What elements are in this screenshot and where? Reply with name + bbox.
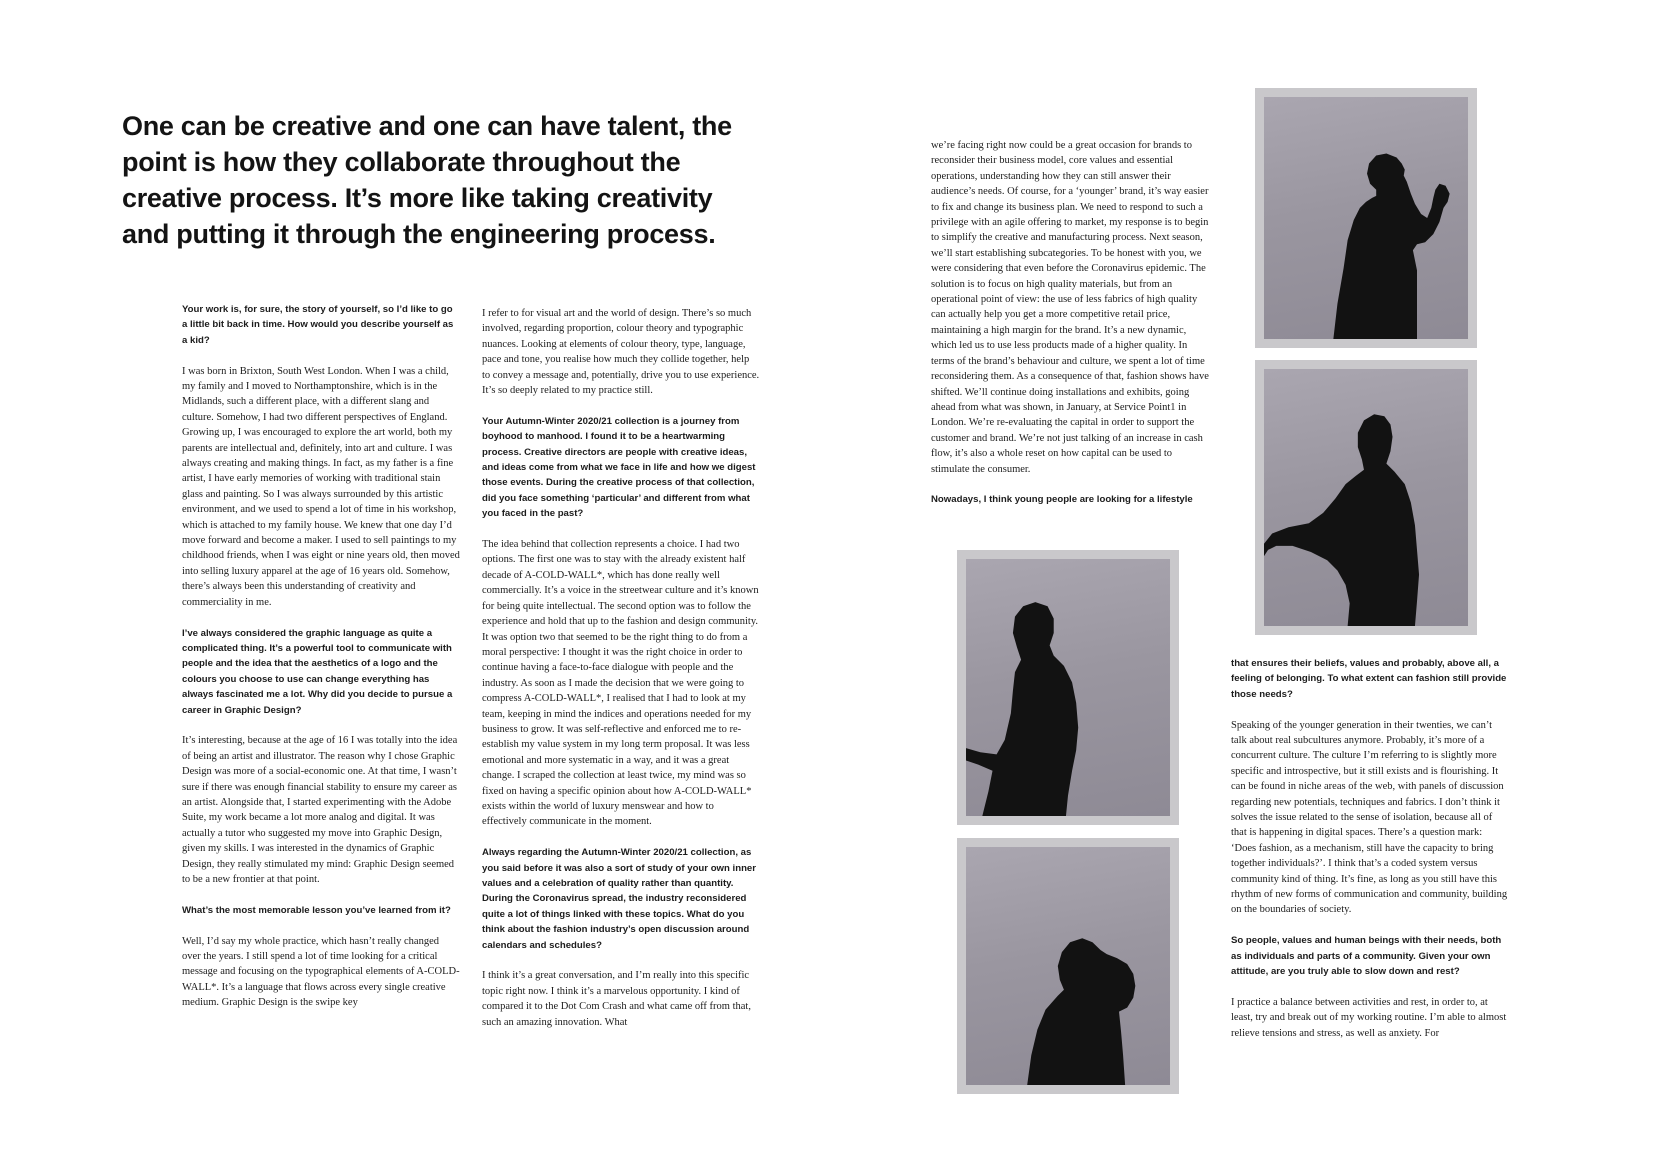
interview-question: So people, values and human beings with their needs, both as individuals and parts of a community. Given your own attitude, are you truly able to slow down and rest?: [1231, 935, 1502, 978]
interview-question: Your work is, for sure, the story of yourself, so I’d like to go a little bit back in time. How would you describe yourself as a kid?: [182, 304, 454, 346]
interview-answer: Well, I’d say my whole practice, which hasn’t really changed over the years. I still spend a lot of time looking for a critical message and focusing on the typographical elements of A-COLD-WALL*. It’s a language that flows across every single creative medium. Graphic Design is the swipe key: [182, 935, 460, 1009]
interview-answer: Speaking of the younger generation in their twenties, we can’t talk about real subcultures anymore. Probably, it’s more of a concurrent culture. The culture I’m referring to is slightly more specific and introspective, but it still exists and is flourishing. It can be found in niche areas of the web, with panels of discussion regarding new potentials, techniques and fabrics. I don’t think it solves the issue related to the sense of isolation, because all of that is happening in digital spaces. There’s a question mark: ‘Does fashion, as a mechanism, still have the capacity to bring together individuals?’. I think that’s a coded system versus community kind of thing. It’s fine, as long as you still have this rhythm of new forms of communication and community, building on the boundaries of society.: [1231, 719, 1508, 916]
interview-question: Your Autumn-Winter 2020/21 collection is a journey from boyhood to manhood. I found it to be a heartwarming process. Creative directors are people with creative ideas, and ideas come from what we face in life and how we digest those events. During the creative process of that collection, did you face something ‘particular’ and different from what you faced in the past?: [482, 415, 756, 520]
interview-question: I’ve always considered the graphic language as quite a complicated thing. It’s a powerful tool to communicate with people and the idea that the aesthetics of a logo and the colours you choose to use can change everything has always fascinated me a lot. Why did you decide to pursue a career in Graphic Design?: [182, 627, 453, 716]
photo-silhouette-arm-outstretched: [1255, 360, 1477, 635]
text-column-4: [1231, 656, 1509, 1041]
photo-silhouette-profile: [957, 550, 1179, 825]
interview-answer: we’re facing right now could be a great occasion for brands to reconsider their business model, core values and essential operations, understanding how they can still answer their audience’s needs. Of course, for a ‘younger’ brand, it’s way easier to fix and change its business plan. We need to respond to such a privilege with an agile offering to market, my response is to begin to simplify the creative and manufacturing process. Next season, we’ll start establishing subcategories. To be honest with you, we were considering that even before the Coronavirus epidemic. The solution is to focus on high quality materials, but from an operational point of view: the use of less fabrics of high quality can actually help you get a more competitive retail price, maintaining a high margin for the brand. It’s a new dynamic, which led us to use less products made of a higher quality. In terms of the brand’s behaviour and culture, we spent a lot of time reconsidering them. As a consequence of that, fashion shows have shifted. We’ll continue doing installations and exhibits, going ahead from what was shown, in January, at Service Point1 in London. We’re re-evaluating the capital in order to support the customer and brand. We’re not just talking of an increase in cash flow, it’s also a whole reset on how capital can be used to stimulate the consumer.: [931, 140, 1209, 475]
interview-answer: I think it’s a great conversation, and I’m really into this specific topic right now. I think it’s a marvelous opportunity. I kind of compared it to the Dot Com Crash and what came off from that, such an amazing innovation. What: [482, 970, 751, 1028]
interview-answer: I was born in Brixton, South West London. When I was a child, my family and I moved to Northamptonshire, which is in the Midlands, such a different place, with a different slang and culture. Somehow, I had two different perspectives of England. Growing up, I was encouraged to explore the art world, both my parents are intellectual and, definitely, into art and culture. I was always creating and making things. In fact, as my father is a fine artist, I have early memories of working with traditional stain glass and painting. So I was always surrounded by this artistic environment, and we used to spend a lot of time in his workshop, which is attached to my family house. We knew that one day I’d move forward and become a maker. I used to sell paintings to my childhood friends, when I was eight or nine years old, then moved into selling luxury apparel at the age of 16 years old. Somehow, there’s always been this understanding of creativity and commerciality in me.: [182, 365, 460, 608]
interview-question: What’s the most memorable lesson you’ve learned from it?: [182, 904, 451, 916]
interview-answer: I practice a balance between activities and rest, in order to, at least, try and break out of my working routine. I’m able to almost relieve tensions and stress, as well as anxiety. For: [1231, 996, 1507, 1039]
photo-silhouette-hand-to-face: [1255, 88, 1477, 348]
text-column-2: [482, 306, 760, 1030]
photo-silhouette-head-bowed: [957, 838, 1179, 1094]
interview-answer: I refer to for visual art and the world of design. There’s so much involved, regarding proportion, colour theory and typographic nuances. Looking at elements of colour theory, type, language, pace and tone, you realise how much they collide together, help to convey a message and, potentially, drive you to use experience. It’s so deeply related to my practice still.: [482, 308, 760, 397]
interview-answer: It’s interesting, because at the age of 16 I was totally into the idea of being an artist and illustrator. The reason why I chose Graphic Design was more of a social-economic one. At that time, I wasn’t sure if there was enough financial stability to ensure my career as an artist. Alongside that, I started experimenting with the Adobe Suite, my work became a lot more analog and digital. It was actually a tutor who suggested my move into Graphic Design, given my skills. I was interested in the dynamics of Graphic Design, they really stimulated my mind: Graphic Design seemed to be a new frontier at that point.: [182, 735, 458, 885]
text-column-3: [931, 138, 1211, 508]
interview-answer: The idea behind that collection represents a choice. I had two options. The first one was to stay with the already existent half decade of A-COLD-WALL*, which has done really well commercially. It’s a voice in the streetwear culture and it’s known for being quite intellectual. The second option was to follow the experience and hold that up to the fashion and design community. It was option two that seemed to be the right thing to do from a moral perspective: I thought it was the right choice in order to continue having a face-to-face dialogue with people and the industry. As soon as I made the decision that we were going to compress A-COLD-WALL*, I realised that I had to look at my team, keeping in mind the indices and operations needed for my business to grow. It was self-reflective and enforced me to re-establish my value system in my long term proposal. It was less emotional and more systematic in a way, and it was a great change. I scraped the collection at least twice, my mind was so fixed on having a specific opinion about how A-COLD-WALL* exists within the world of luxury menswear and how to effectively communicate in the moment.: [482, 539, 759, 828]
text-column-1: [182, 302, 460, 1011]
interview-question: that ensures their beliefs, values and probably, above all, a feeling of belonging. To what extent can fashion still provide those needs?: [1231, 658, 1507, 700]
interview-question: Always regarding the Autumn-Winter 2020/21 collection, as you said before it was also a sort of study of your own inner values and a celebration of quality rather than quantity. During the Coronavirus spread, the industry reconsidered quite a lot of things linked with these topics. What do you think about the fashion industry’s open discussion around calendars and schedules?: [482, 847, 756, 951]
interview-question: Nowadays, I think young people are looking for a lifestyle: [931, 494, 1193, 506]
pull-quote-headline: One can be creative and one can have talent, the point is how they collaborate throughout the creative process. It’s more like taking creativity and putting it through the engineering process.: [122, 111, 732, 249]
